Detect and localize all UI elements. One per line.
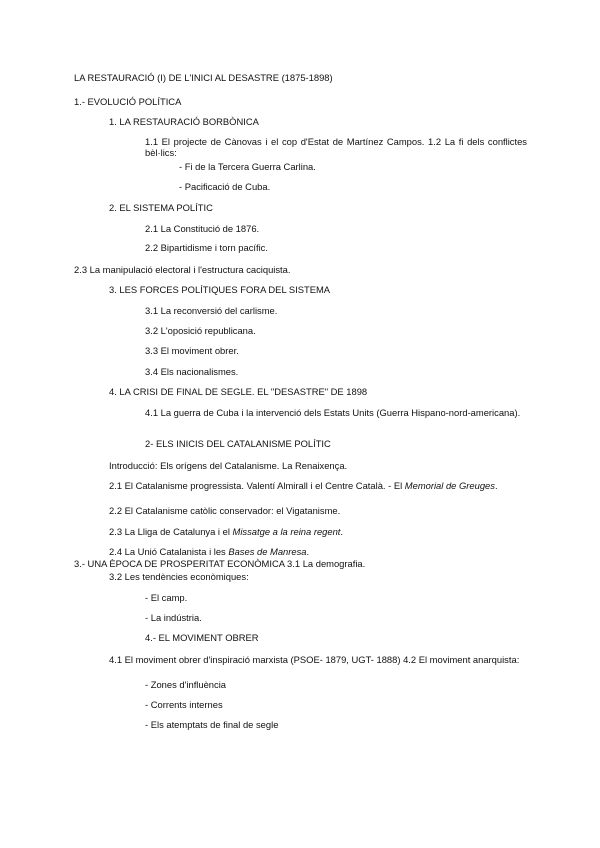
outline-text: 2.4 La Unió Catalanista i les [109,546,229,557]
outline-item: 3.4 Els nacionalismes. [145,366,239,377]
outline-text: 2.3 La Lliga de Catalunya i el [109,526,233,537]
outline-item: 3.3 El moviment obrer. [145,345,239,356]
section-heading: 4.- EL MOVIMENT OBRER [145,632,259,643]
outline-italic-text: Missatge a la reina regent [232,526,341,537]
section-heading: 2- ELS INICIS DEL CATALANISME POLÍTIC [145,438,331,449]
bullet-item: - La indústria. [145,612,202,623]
subsection-heading: 3. LES FORCES POLÍTIQUES FORA DEL SISTEMA [109,284,331,295]
outline-italic-text: Memorial de Greuges [404,480,495,491]
outline-item: 2.2 Bipartidisme i torn pacífic. [145,242,268,253]
outline-item [109,480,503,491]
outline-item: 4.1 La guerra de Cuba i la intervenció dels Estats Units (Guerra Hispano-nord-americana). [145,407,521,418]
outline-item: 3.2 L'oposició republicana. [145,325,256,336]
bullet-item: - Els atemptats de final de segle [145,719,279,730]
section-heading: 3.- UNA ÈPOCA DE PROSPERITAT ECONÒMICA 3.1 La demografia. [74,558,366,569]
outline-text: . [494,480,498,491]
outline-text: . [306,546,310,557]
outline-item: 2.2 El Catalanisme catòlic conservador: el Vigatanisme. [109,505,341,516]
outline-item [109,526,343,537]
subsection-heading: 4. LA CRISI DE FINAL DE SEGLE. EL "DESASTRE" DE 1898 [109,386,368,397]
outline-text: . [340,526,344,537]
outline-item: 3.2 Les tendències econòmiques: [109,571,249,582]
subsection-heading: 2. EL SISTEMA POLÍTIC [109,202,213,213]
outline-item: 3.1 La reconversió del carlisme. [145,305,278,316]
bullet-item: - Pacificació de Cuba. [179,181,271,192]
outline-item: Introducció: Els orígens del Catalanisme. La Renaixença. [109,460,348,471]
bullet-item: - El camp. [145,592,188,603]
outline-item: 2.1 La Constitució de 1876. [145,223,260,234]
subsection-heading: 1. LA RESTAURACIÓ BORBÒNICA [109,116,259,127]
outline-item: 4.1 El moviment obrer d'inspiració marxista (PSOE- 1879, UGT- 1888) 4.2 El moviment anarquista: [109,654,520,665]
outline-text: 2.1 El Catalanisme progressista. Valentí Almirall i el Centre Català. - El [109,480,405,491]
bullet-item: - Zones d'influència [145,679,227,690]
outline-italic-text: Bases de Manresa [228,546,307,557]
bullet-item: - Corrents internes [145,699,223,710]
outline-item: 1.1 El projecte de Cànovas i el cop d'Estat de Martínez Campos. 1.2 La fi dels conflictes bèl·lics: [145,136,527,158]
outline-item: 2.3 La manipulació electoral i l'estructura caciquista. [74,264,291,275]
document-title: LA RESTAURACIÓ (I) DE L'INICI AL DESASTRE (1875-1898) [74,72,333,83]
outline-item [109,546,309,557]
section-heading: 1.- EVOLUCIÓ POLÍTICA [74,96,182,107]
bullet-item: - Fi de la Tercera Guerra Carlina. [179,161,316,172]
